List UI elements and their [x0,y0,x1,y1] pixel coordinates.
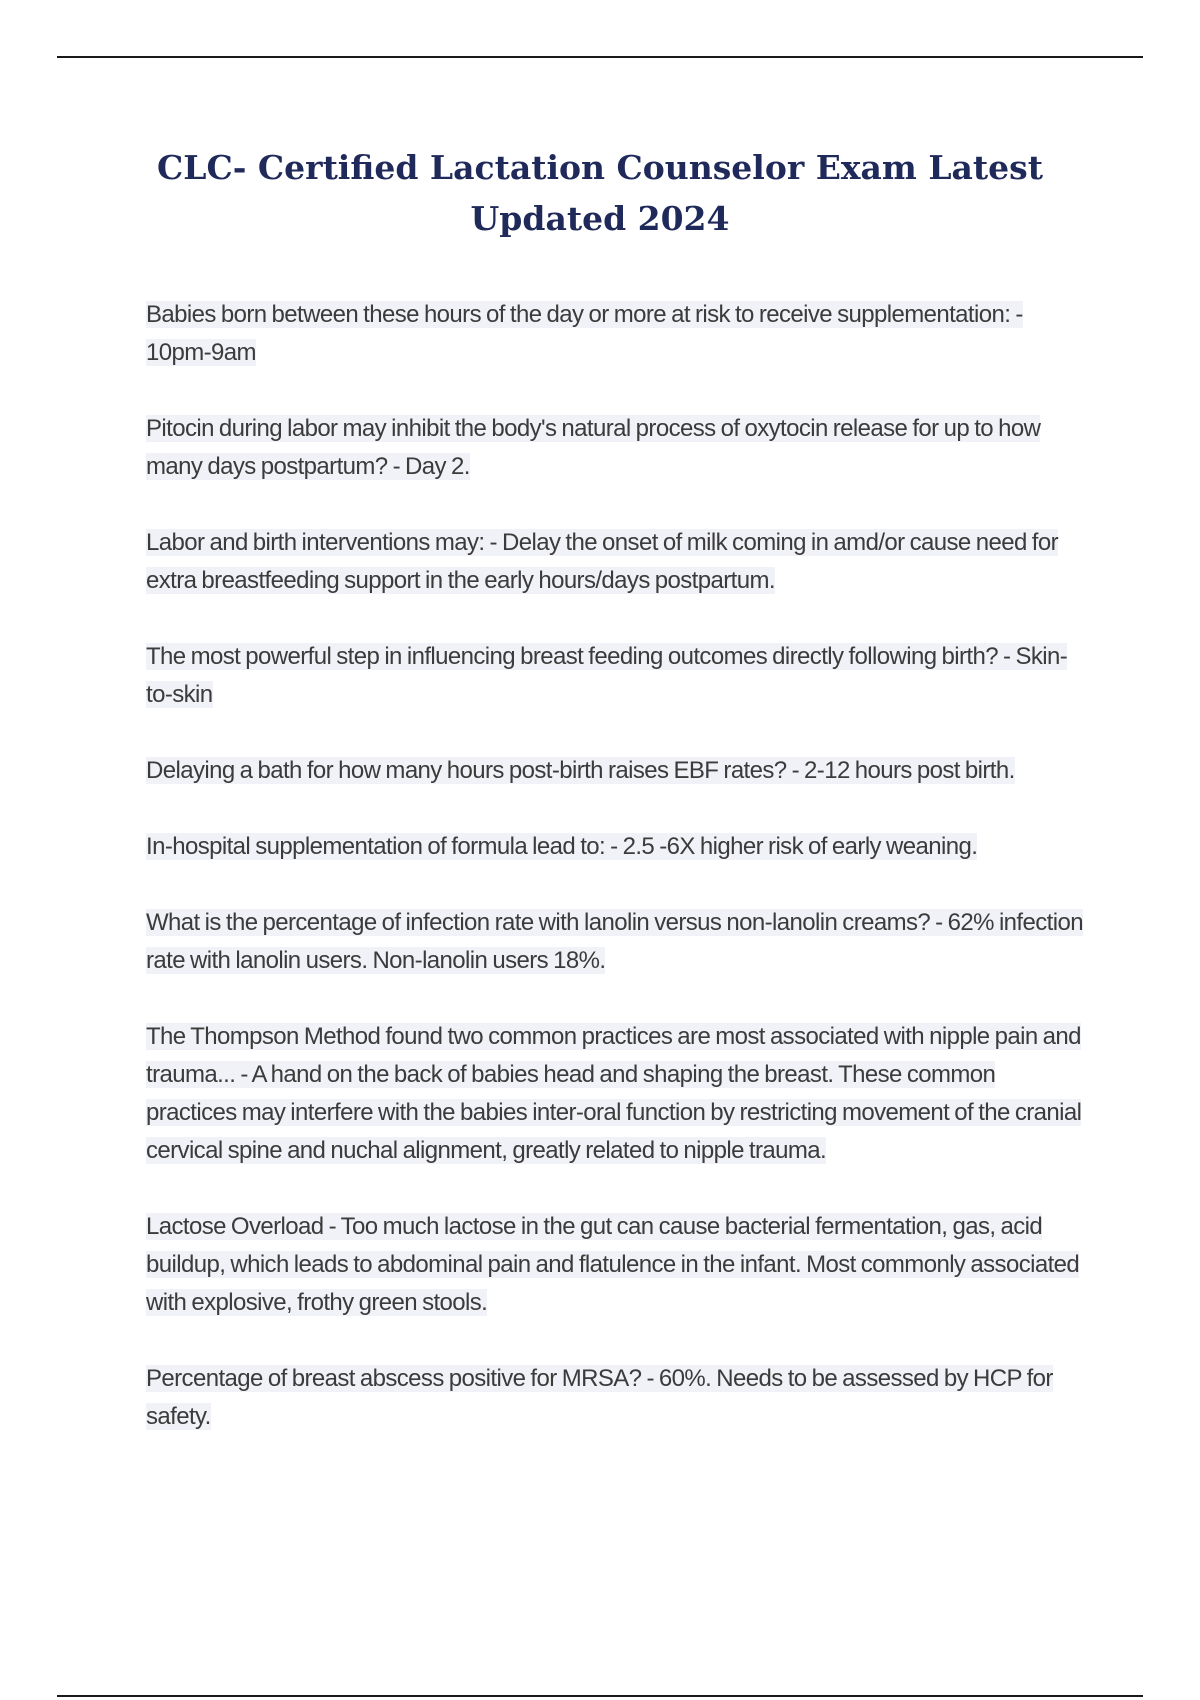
question-answer-text: Pitocin during labor may inhibit the body's natural process of oxytocin release for up to how many days postpartum? - Day 2. [146,415,1041,480]
document-title: CLC- Certified Lactation Counselor Exam Latest Updated 2024 [157,148,1043,238]
list-item [146,1018,1086,1170]
list-item [146,1208,1086,1322]
question-list [146,296,1086,1474]
question-answer-text: In-hospital supplementation of formula lead to: - 2.5 -6X higher risk of early weaning. [146,833,978,860]
question-answer-text: Lactose Overload - Too much lactose in the gut can cause bacterial fermentation, gas, acid buildup, which leads to abdominal pain and flatulence in the infant. Most commonly associated with explosive, frothy green stools. [146,1213,1080,1316]
list-item [146,1360,1086,1436]
question-answer-text: The most powerful step in influencing breast feeding outcomes directly following birth? - Skin-to-skin [146,643,1068,708]
list-item [146,296,1086,372]
question-answer-text: Babies born between these hours of the day or more at risk to receive supplementation: - 10pm-9am [146,301,1023,366]
list-item [146,904,1086,980]
question-answer-text: Percentage of breast abscess positive for MRSA? - 60%. Needs to be assessed by HCP for safety. [146,1365,1053,1430]
list-item [146,524,1086,600]
question-answer-text: Labor and birth interventions may: - Delay the onset of milk coming in amd/or cause need for extra breastfeeding support in the early hours/days postpartum. [146,529,1058,594]
list-item [146,828,1086,866]
list-item [146,752,1086,790]
list-item [146,638,1086,714]
question-answer-text: The Thompson Method found two common practices are most associated with nipple pain and trauma... - A hand on the back of babies head and shaping the breast. These common practices may interfere with the babies inter-oral function by restricting movement of the cranial cervical spine and nuchal alignment, greatly related to nipple trauma. [146,1023,1082,1164]
list-item [146,410,1086,486]
header-rule [57,56,1143,58]
question-answer-text: What is the percentage of infection rate with lanolin versus non-lanolin creams? - 62% infection rate with lanolin users. Non-lanolin users 18%. [146,909,1083,974]
question-answer-text: Delaying a bath for how many hours post-birth raises EBF rates? - 2-12 hours post birth. [146,757,1015,784]
footer-rule [57,1695,1143,1697]
